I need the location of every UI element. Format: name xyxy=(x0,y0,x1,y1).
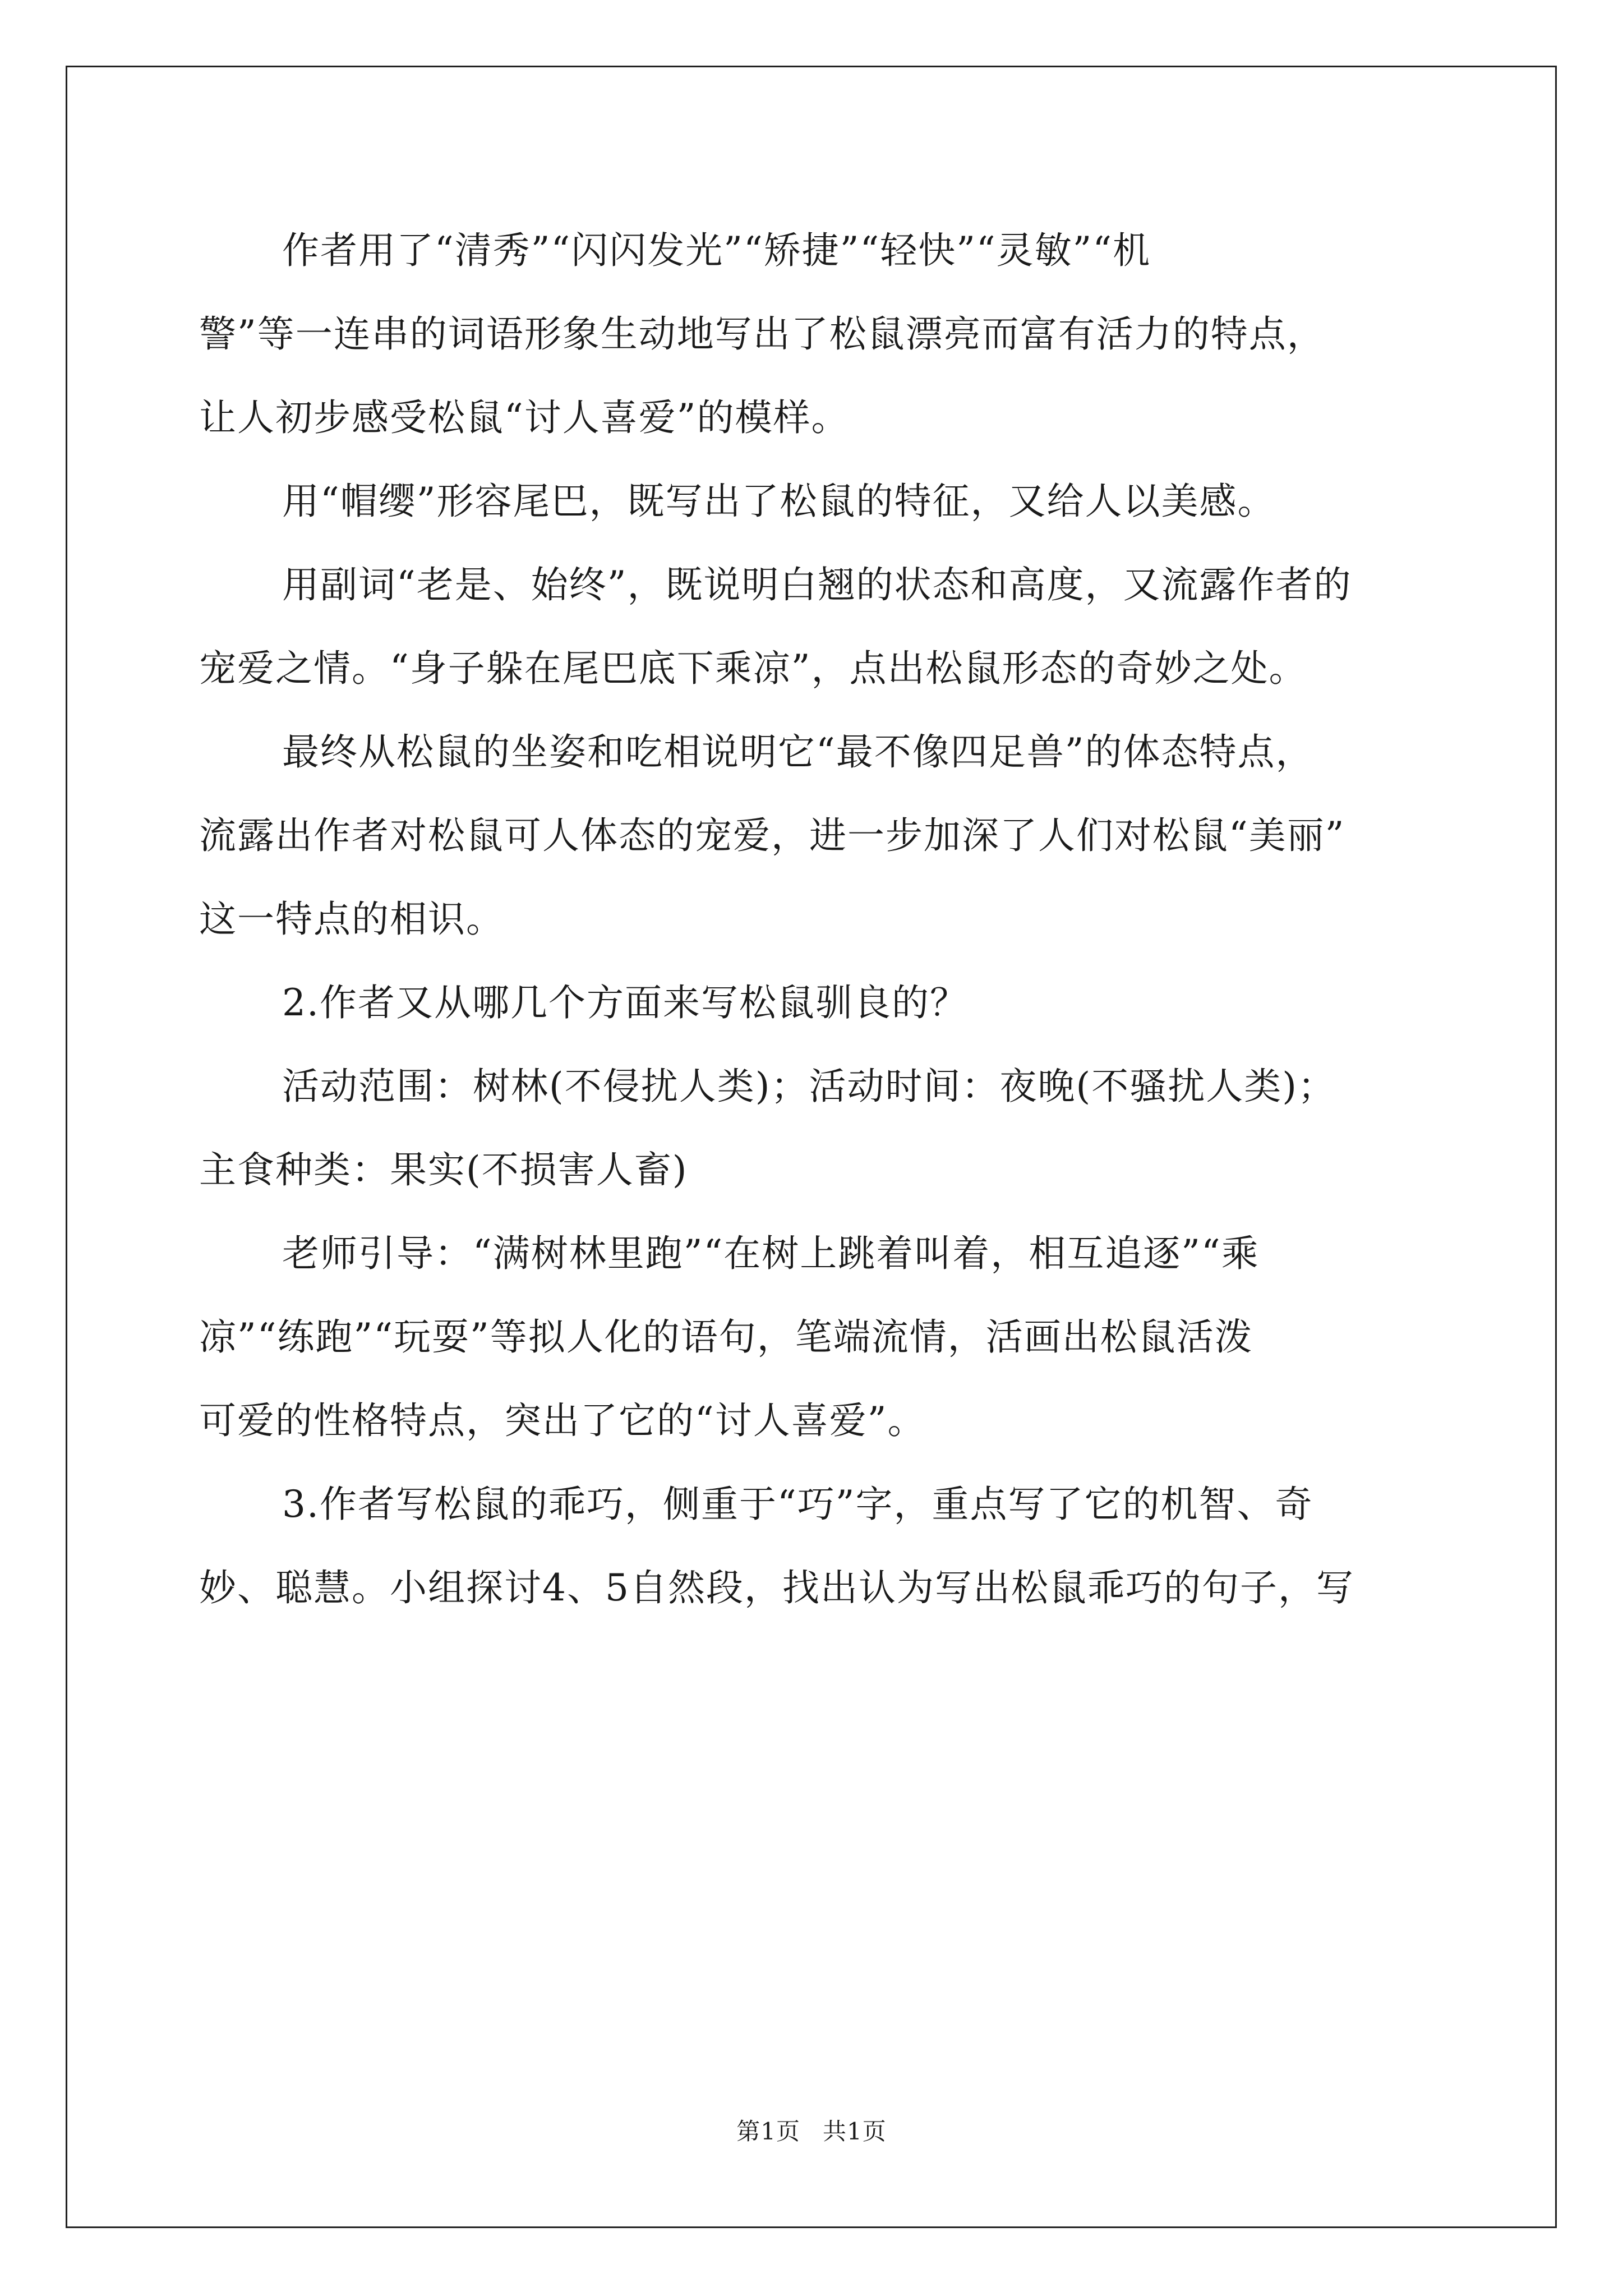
text-line-11: 活动范围：树林(不侵扰人类)；活动时间：夜晚(不骚扰人类)； xyxy=(282,1065,1336,1108)
page-footer xyxy=(0,2115,1623,2148)
document-body xyxy=(199,209,1455,1630)
text-line-7: 最终从松鼠的坐姿和吃相说明它“最不像四足兽”的体态特点， xyxy=(282,730,1314,774)
text-line-6: 宠爱之情。“身子躲在尾巴底下乘凉”，点出松鼠形态的奇妙之处。 xyxy=(199,647,1307,690)
text-line-17: 妙、聪慧。小组探讨4、5自然段，找出认为写出松鼠乖巧的句子，写 xyxy=(199,1566,1354,1609)
text-line-15: 可爱的性格特点，突出了它的“讨人喜爱”。 xyxy=(199,1399,926,1442)
text-line-9: 这一特点的相识。 xyxy=(199,898,504,941)
text-line-10: 2.作者又从哪几个方面来写松鼠驯良的？ xyxy=(282,981,968,1024)
text-line-14: 凉”“练跑”“玩耍”等拟人化的语句，笔端流情，活画出松鼠活泼 xyxy=(199,1315,1253,1359)
text-line-2: 警”等一连串的词语形象生动地写出了松鼠漂亮而富有活力的特点， xyxy=(199,312,1325,356)
page-total: 共1页 xyxy=(823,2118,887,2145)
text-line-8: 流露出作者对松鼠可人体态的宠爱，进一步加深了人们对松鼠“美丽” xyxy=(199,814,1345,857)
text-line-5: 用副词“老是、始终”，既说明白翘的状态和高度，又流露作者的 xyxy=(282,563,1352,606)
text-line-12: 主食种类：果实(不损害人畜) xyxy=(199,1148,688,1191)
text-line-3: 让人初步感受松鼠“讨人喜爱”的模样。 xyxy=(199,396,850,439)
text-line-16: 3.作者写松鼠的乖巧，侧重于“巧”字，重点写了它的机智、奇 xyxy=(282,1483,1313,1526)
text-line-13: 老师引导：“满树林里跑”“在树上跳着叫着，相互追逐”“乘 xyxy=(282,1232,1260,1275)
text-line-4: 用“帽缨”形容尾巴，既写出了松鼠的特征，又给人以美感。 xyxy=(282,480,1276,523)
text-line-1: 作者用了“清秀”“闪闪发光”“矫捷”“轻快”“灵敏”“机 xyxy=(282,229,1151,272)
page-number: 第1页 xyxy=(736,2118,800,2145)
